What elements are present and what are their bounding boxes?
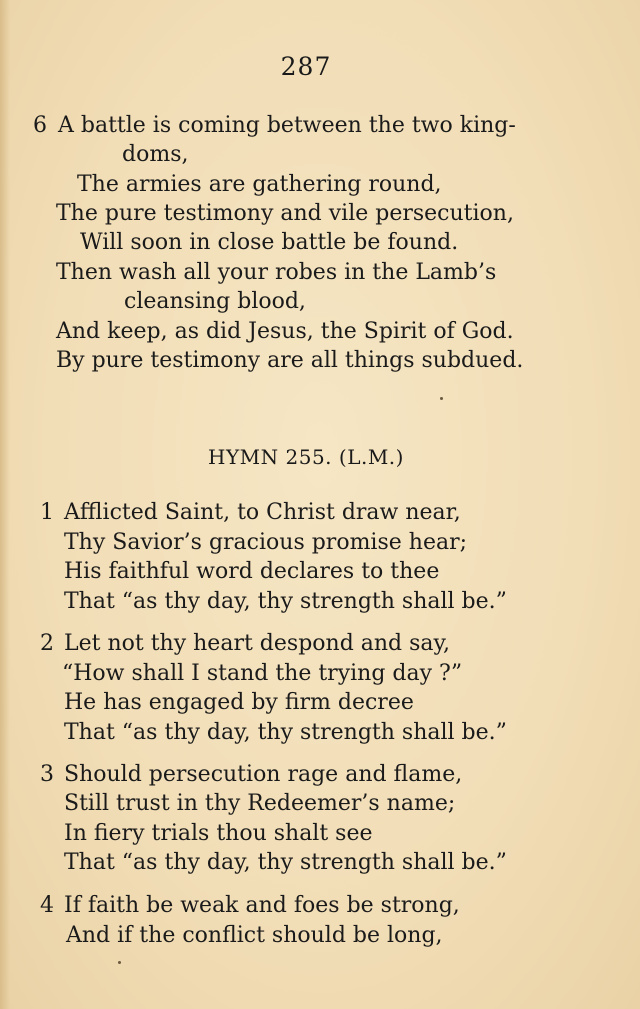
verse-2-line-1 — [40, 630, 450, 658]
verse-3-line-2: Still trust in thy Redeemer’s name; — [64, 791, 456, 816]
verse-line-text: A battle is coming between the two king- — [58, 113, 516, 138]
verse-2-line-4: That “as thy day, thy strength shall be.” — [64, 720, 507, 745]
verse-2-line-2: “How shall I stand the trying day ?” — [62, 661, 463, 686]
verse-line-text: If faith be weak and foes be strong, — [64, 893, 460, 918]
verse-1-line-1 — [40, 499, 461, 527]
verse-number: 1 — [40, 500, 54, 525]
verse-3-line-4: That “as thy day, thy strength shall be.” — [64, 850, 507, 875]
verse-1-line-2: Thy Savior’s gracious promise hear; — [64, 530, 468, 555]
verse-4-line-1 — [40, 892, 460, 920]
verse-3-line-1 — [40, 761, 462, 789]
verse-number: 6 — [33, 113, 47, 138]
verse-6-line-1 — [33, 112, 516, 140]
verse-2-line-3: He has engaged by firm decree — [64, 690, 414, 715]
verse-line-text: Let not thy heart despond and say, — [64, 631, 451, 656]
verse-1-line-3: His faithful word declares to thee — [64, 559, 440, 584]
verse-6-line-3: The armies are gathering round, — [77, 172, 442, 197]
verse-6-line-2: doms, — [122, 142, 189, 167]
verse-4-line-2: And if the conflict should be long, — [66, 923, 443, 948]
verse-number: 4 — [40, 893, 54, 918]
verse-6-line-4: The pure testimony and vile persecution, — [56, 201, 514, 226]
verse-6-line-5: Will soon in close battle be found. — [80, 230, 459, 255]
verse-6-line-8: And keep, as did Jesus, the Spirit of God. — [56, 319, 514, 344]
verse-line-text: Afflicted Saint, to Christ draw near, — [64, 500, 461, 525]
verse-6-line-7: cleansing blood, — [124, 289, 306, 314]
page-number: 287 — [280, 52, 332, 81]
hymn-title: HYMN 255. (L.M.) — [208, 445, 404, 469]
verse-line-text: Should persecution rage and flame, — [64, 762, 463, 787]
verse-number: 3 — [40, 762, 54, 787]
print-speck — [440, 397, 443, 400]
verse-number: 2 — [40, 631, 54, 656]
verse-3-line-3: In fiery trials thou shalt see — [64, 821, 373, 846]
page-edge-shadow — [0, 0, 10, 1009]
verse-1-line-4: That “as thy day, thy strength shall be.” — [64, 589, 507, 614]
verse-6-line-9: By pure testimony are all things subdued. — [56, 348, 524, 373]
verse-6-line-6: Then wash all your robes in the Lamb’s — [56, 260, 497, 285]
print-speck — [118, 961, 121, 964]
